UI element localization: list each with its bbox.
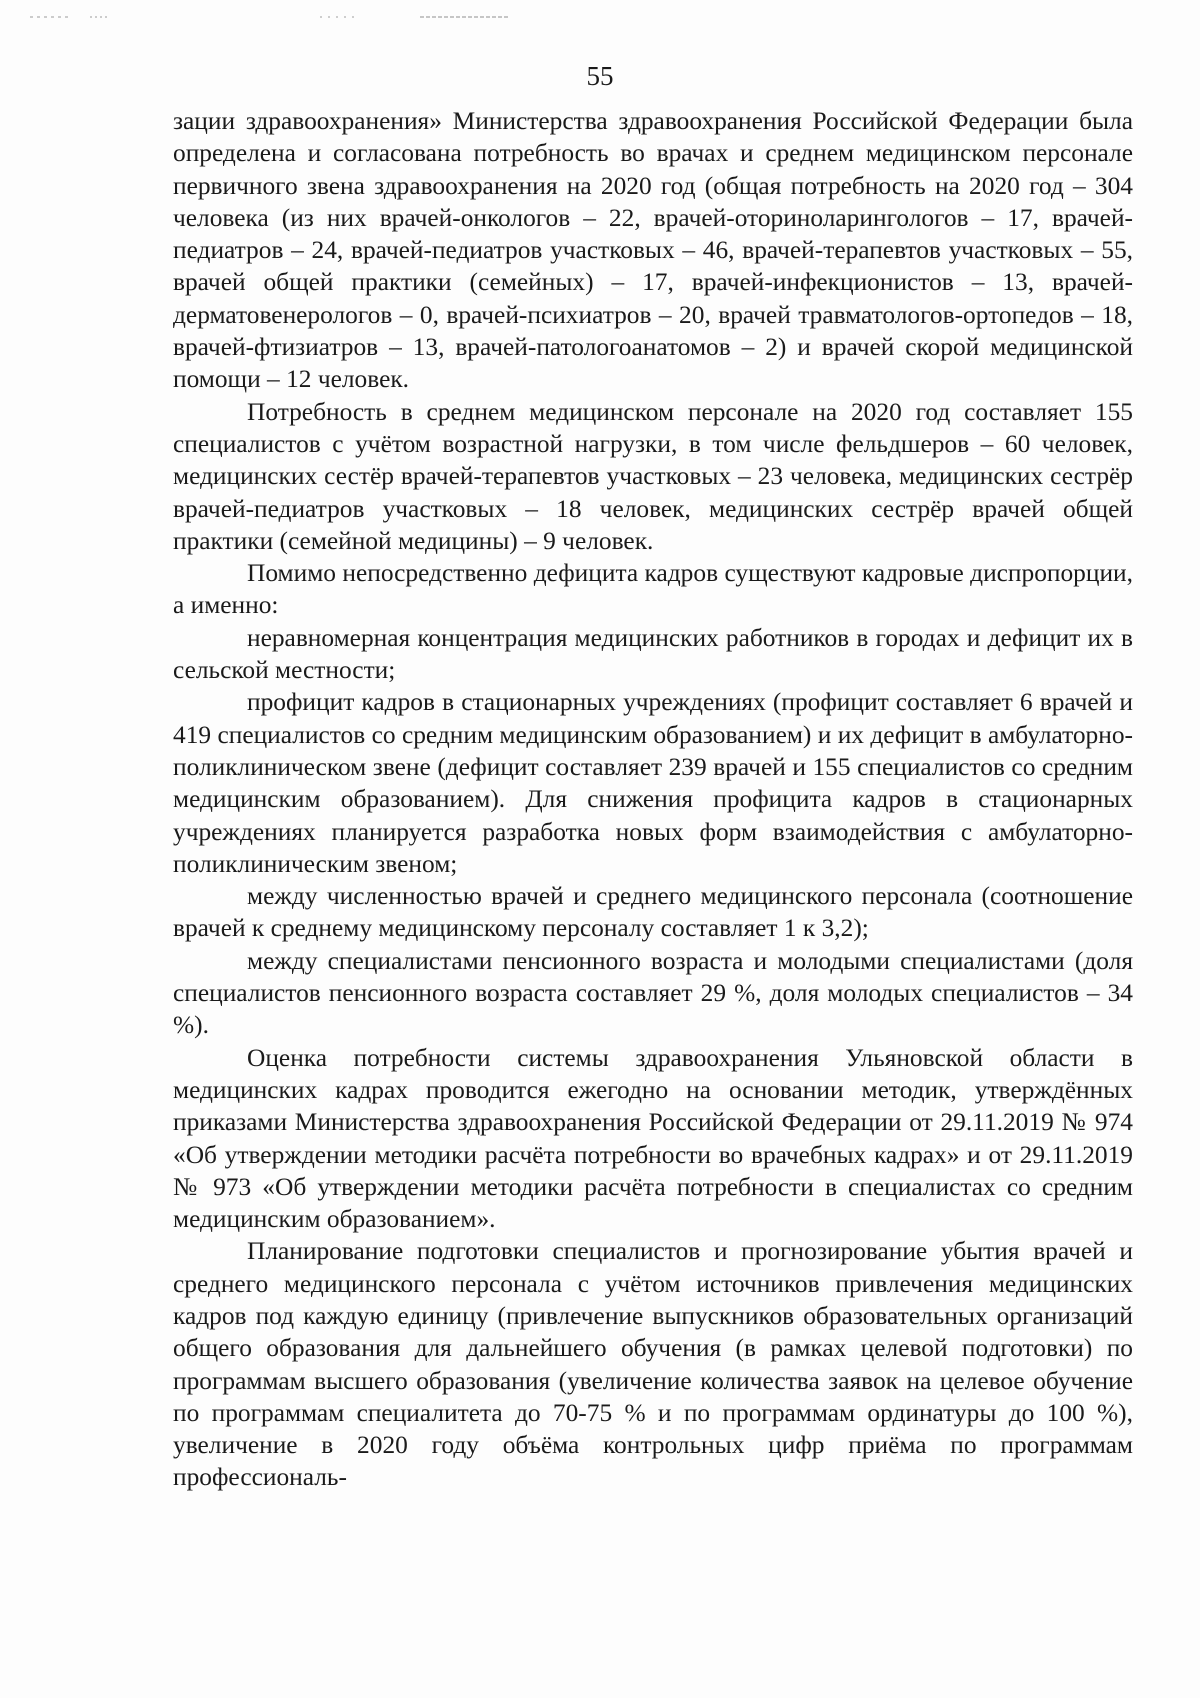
paragraph-continued: зации здравоохранения» Министерства здравоохранения Российской Федерации была определена и согласована потребность во врачах и среднем медицинском персонале первичного звена здравоохранения на 2020 год (общая потребность на 2020 год – 304 человека (из них врачей-онкологов – 22, врачей-оториноларингологов – 17, врачей-педиатров – 24, врачей-педиатров участковых – 46, врачей-терапевтов участковых – 55, врачей общей практики (семейных) – 17, врачей-инфекционистов – 13, врачей-дерматовенерологов – 0, врачей-психиатров – 20, врачей травматологов-ортопедов – 18, врачей-фтизиатров – 13, врачей-патологоанатомов – 2) и врачей скорой медицинской помощи – 12 человек. bbox=[173, 107, 1133, 394]
page-number: 55 bbox=[586, 61, 614, 91]
paragraph-doctor-nurse-ratio: между численностью врачей и среднего медицинского персонала (соотношение врачей к среднему медицинскому персоналу составляет 1 к 3,2); bbox=[173, 882, 1133, 943]
paragraph-age-structure: между специалистами пенсионного возраста и молодыми специалистами (доля специалистов пенсионного возраста составляет 29 %, доля молодых специалистов – 34 %). bbox=[173, 946, 1133, 1040]
paragraph-demand-assessment: Оценка потребности системы здравоохранения Ульяновской области в медицинских кадрах проводится ежегодно на основании методик, утверждённых приказами Министерства здравоохранения Российской Федерации от 29.11.2019 № 974 «Об утверждении методики расчёта потребности во врачебных кадрах» и от 29.11.2019 № 973 «Об утверждении методики расчёта потребности в специалистах со средним медицинским образованием». bbox=[173, 1043, 1133, 1234]
paragraph-training-planning: Планирование подготовки специалистов и прогнозирование убытия врачей и среднего медицинского персонала с учётом источников привлечения медицинских кадров под каждую единицу (привлечение выпускников образовательных организаций общего образования для дальнейшего обучения (в рамках целевой подготовки) по программам высшего образования (увеличение количества заявок на целевое обучение по программам специалитета до 70-75 % и по программам ординатуры до 100 %), увеличение в 2020 году объёма контрольных цифр приёма по программам профессиональ- bbox=[173, 1237, 1133, 1492]
paragraph-nurse-staff-demand: Потребность в среднем медицинском персонале на 2020 год составляет 155 специалистов с учётом возрастной нагрузки, в том числе фельдшеров – 60 человек, медицинских сестёр врачей-терапевтов участковых – 23 человека, медицинских сестрёр врачей-педиатров участковых – 18 человек, медицинских сестрёр врачей общей практики (семейной медицины) – 9 человек. bbox=[173, 397, 1133, 555]
paragraph-rural-concentration: неравномерная концентрация медицинских работников в городах и дефицит их в сельской местности; bbox=[173, 623, 1133, 685]
paragraph-staff-disproportions: Помимо непосредственно дефицита кадров существуют кадровые диспропорции, а именно: bbox=[173, 559, 1133, 620]
paragraph-hospital-surplus: профицит кадров в стационарных учреждениях (профицит составляет 6 врачей и 419 специалистов со средним медицинским образованием) и их дефицит в амбулаторно-поликлиническом звене (дефицит составляет 239 врачей и 155 специалистов со средним медицинским образованием). Для снижения профицита кадров в стационарных учреждениях планируется разработка новых форм взаимодействия с амбулаторно-поликлиническим звеном; bbox=[173, 688, 1133, 878]
scan-artifact bbox=[30, 14, 550, 20]
document-body bbox=[173, 105, 1133, 1494]
